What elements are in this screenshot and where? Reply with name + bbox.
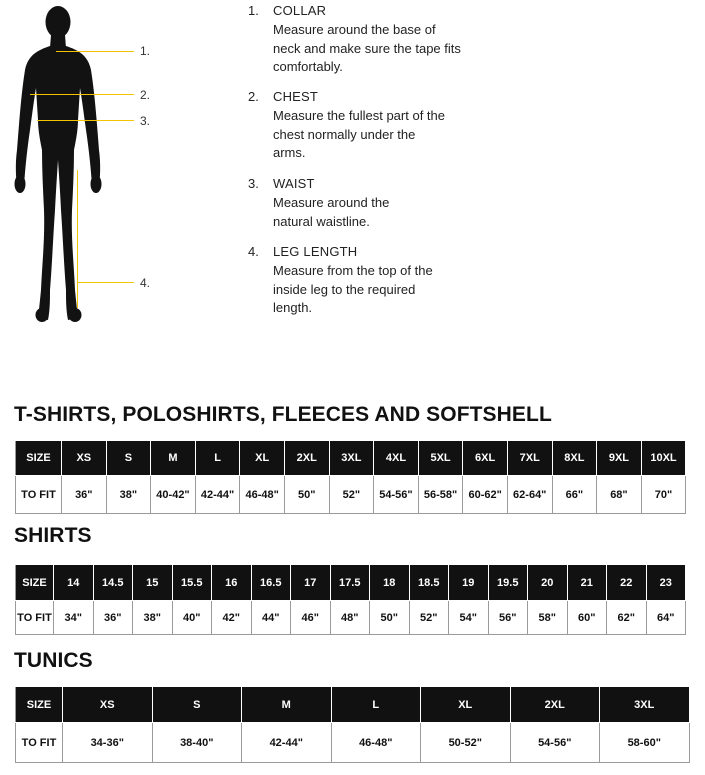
size-cell: 23: [646, 565, 686, 601]
instruction-number: 4.: [248, 244, 259, 259]
size-cell: 9XL: [597, 441, 642, 476]
size-cell: 2XL: [510, 687, 600, 723]
size-row: [16, 687, 690, 723]
size-cell: 14.5: [93, 565, 133, 601]
instruction-title: COLLAR: [273, 3, 327, 18]
tunics-section-title: TUNICS: [14, 649, 93, 672]
row-label: TO FIT: [16, 601, 54, 635]
size-cell: 22: [607, 565, 647, 601]
marker-leg-length: 4.: [140, 276, 151, 290]
instruction-description: Measure around the natural waistline.: [273, 195, 390, 229]
marker-waist: 3.: [140, 114, 151, 128]
fit-cell: 52": [409, 601, 449, 635]
shirts-size-table: [15, 564, 686, 635]
size-cell: 3XL: [600, 687, 690, 723]
marker-collar: 1.: [140, 44, 151, 58]
fit-cell: 42-44": [195, 476, 240, 514]
size-cell: 20: [528, 565, 568, 601]
fit-cell: 56": [488, 601, 528, 635]
fit-cell: 58": [528, 601, 568, 635]
tshirts-section-title: T-SHIRTS, POLOSHIRTS, FLEECES AND SOFTSHELL: [14, 403, 552, 426]
fit-cell: 60": [567, 601, 607, 635]
fit-cell: 36": [93, 601, 133, 635]
fit-cell: 38": [106, 476, 151, 514]
size-cell: L: [331, 687, 421, 723]
size-row: [16, 565, 686, 601]
size-cell: 15: [133, 565, 173, 601]
fit-cell: 60-62": [463, 476, 508, 514]
row-label: SIZE: [16, 565, 54, 601]
tshirts-size-table: [15, 440, 686, 514]
instruction-title: CHEST: [273, 89, 319, 104]
instruction-title: WAIST: [273, 176, 315, 191]
shirts-section-title: SHIRTS: [14, 524, 92, 547]
instruction-number: 1.: [248, 3, 259, 18]
fit-row: [16, 723, 690, 763]
size-cell: S: [106, 441, 151, 476]
fit-cell: 56-58": [418, 476, 463, 514]
size-cell: XL: [421, 687, 511, 723]
fit-cell: 54": [449, 601, 489, 635]
fit-cell: 36": [62, 476, 107, 514]
fit-cell: 34-36": [63, 723, 153, 763]
instruction-title: LEG LENGTH: [273, 244, 358, 259]
fit-cell: 44": [251, 601, 291, 635]
fit-cell: 62-64": [507, 476, 552, 514]
chest-guide-line: [30, 94, 134, 95]
fit-cell: 58-60": [600, 723, 690, 763]
size-cell: 16.5: [251, 565, 291, 601]
size-cell: 5XL: [418, 441, 463, 476]
size-cell: 6XL: [463, 441, 508, 476]
waist-guide-line: [37, 120, 134, 121]
size-cell: 17: [291, 565, 331, 601]
fit-cell: 46-48": [240, 476, 285, 514]
human-silhouette-icon: [0, 0, 160, 330]
size-cell: 10XL: [641, 441, 686, 476]
instruction-number: 2.: [248, 89, 259, 104]
fit-cell: 50-52": [421, 723, 511, 763]
row-label: TO FIT: [16, 476, 62, 514]
instruction-description: Measure from the top of the inside leg to the required length.: [273, 263, 433, 315]
size-cell: 18.5: [409, 565, 449, 601]
size-cell: M: [242, 687, 332, 723]
fit-cell: 68": [597, 476, 642, 514]
fit-cell: 50": [284, 476, 329, 514]
size-cell: 7XL: [507, 441, 552, 476]
fit-cell: 64": [646, 601, 686, 635]
fit-cell: 62": [607, 601, 647, 635]
fit-cell: 38": [133, 601, 173, 635]
size-cell: 4XL: [374, 441, 419, 476]
fit-cell: 42": [212, 601, 252, 635]
fit-row: [16, 476, 686, 514]
row-label: TO FIT: [16, 723, 63, 763]
collar-guide-line: [56, 51, 134, 52]
size-cell: XS: [62, 441, 107, 476]
size-cell: 8XL: [552, 441, 597, 476]
size-cell: 17.5: [330, 565, 370, 601]
fit-cell: 34": [54, 601, 94, 635]
row-label: SIZE: [16, 687, 63, 723]
fit-cell: 40-42": [151, 476, 196, 514]
fit-cell: 40": [172, 601, 212, 635]
leg-length-guide-line: [77, 170, 78, 308]
size-cell: L: [195, 441, 240, 476]
size-cell: 15.5: [172, 565, 212, 601]
marker-chest: 2.: [140, 88, 151, 102]
fit-cell: 46-48": [331, 723, 421, 763]
size-cell: XL: [240, 441, 285, 476]
instruction-description: Measure around the base of neck and make sure the tape fits comfortably.: [273, 22, 461, 74]
size-cell: 19: [449, 565, 489, 601]
instruction-number: 3.: [248, 176, 259, 191]
size-cell: S: [152, 687, 242, 723]
fit-cell: 66": [552, 476, 597, 514]
fit-cell: 70": [641, 476, 686, 514]
tunics-size-table: [15, 686, 690, 763]
fit-row: [16, 601, 686, 635]
leg-guide-tick: [77, 282, 134, 283]
fit-cell: 52": [329, 476, 374, 514]
size-cell: XS: [63, 687, 153, 723]
size-cell: 2XL: [284, 441, 329, 476]
size-cell: 14: [54, 565, 94, 601]
body-measurement-figure: [0, 0, 160, 330]
size-cell: 3XL: [329, 441, 374, 476]
fit-cell: 46": [291, 601, 331, 635]
instruction-description: Measure the fullest part of the chest normally under the arms.: [273, 108, 445, 160]
fit-cell: 50": [370, 601, 410, 635]
size-cell: 16: [212, 565, 252, 601]
fit-cell: 38-40": [152, 723, 242, 763]
size-cell: 18: [370, 565, 410, 601]
size-cell: M: [151, 441, 196, 476]
fit-cell: 42-44": [242, 723, 332, 763]
fit-cell: 48": [330, 601, 370, 635]
fit-cell: 54-56": [510, 723, 600, 763]
row-label: SIZE: [16, 441, 62, 476]
fit-cell: 54-56": [374, 476, 419, 514]
size-cell: 21: [567, 565, 607, 601]
size-cell: 19.5: [488, 565, 528, 601]
size-row: [16, 441, 686, 476]
